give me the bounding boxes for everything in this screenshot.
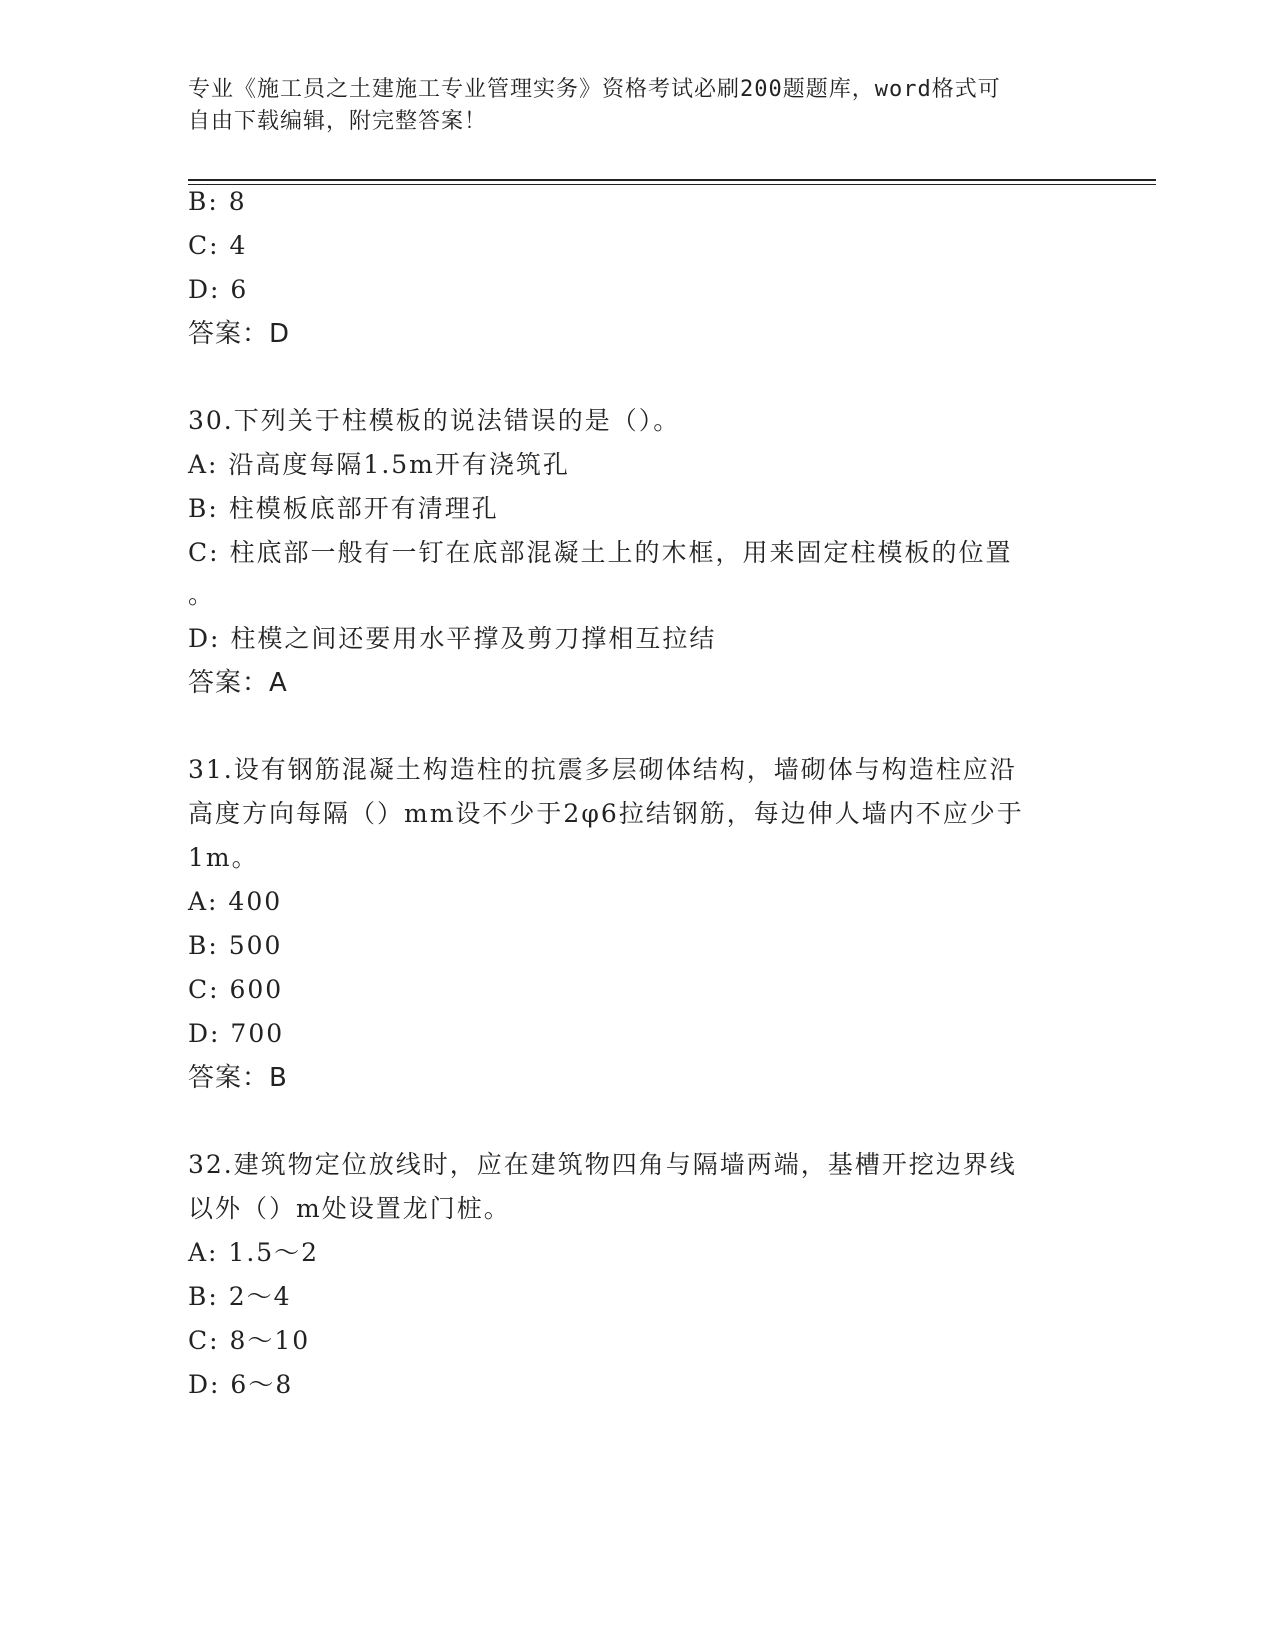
q30-stem: 30.下列关于柱模板的说法错误的是（）。: [188, 406, 681, 435]
header-title-line-2: 自由下载编辑，附完整答案！: [188, 109, 488, 134]
prev-option-d: D: 6: [188, 275, 249, 304]
q31-option-d: D: 700: [188, 1019, 285, 1048]
q31-stem-line-2: 高度方向每隔（）mm设不少于2φ6拉结钢筋，每边伸人墙内不应少于: [188, 799, 1024, 828]
q32-option-d: D: 6～8: [188, 1370, 294, 1399]
q31-stem-line-3: 1m。: [188, 843, 259, 872]
q32-option-a: A: 1.5～2: [188, 1238, 320, 1267]
prev-option-c: C: 4: [188, 231, 248, 260]
prev-answer: 答案：D: [188, 319, 291, 349]
q30-option-c-wrap: 。: [188, 580, 216, 609]
q30-option-d: D: 柱模之间还要用水平撑及剪刀撑相互拉结: [188, 624, 717, 653]
q32-stem-line-2: 以外（）m处设置龙门桩。: [188, 1194, 511, 1223]
q31-option-c: C: 600: [188, 975, 284, 1004]
q32-option-b: B: 2～4: [188, 1282, 292, 1311]
q32-option-c: C: 8～10: [188, 1326, 311, 1355]
header-rule-thin: [188, 184, 1156, 185]
q31-answer: 答案：B: [188, 1063, 288, 1093]
q31-option-b: B: 500: [188, 931, 283, 960]
q30-option-b: B: 柱模板底部开有清理孔: [188, 494, 499, 523]
header-title-line-1: 专业《施工员之土建施工专业管理实务》资格考试必刷200题题库，word格式可: [188, 77, 1001, 102]
page-header: [188, 74, 1068, 138]
q31-stem-line-1: 31.设有钢筋混凝土构造柱的抗震多层砌体结构，墙砌体与构造柱应沿: [188, 755, 1017, 784]
header-rule-thick: [188, 179, 1156, 181]
q30-option-a: A: 沿高度每隔1.5m开有浇筑孔: [188, 450, 570, 479]
q30-option-c: C: 柱底部一般有一钉在底部混凝土上的木框，用来固定柱模板的位置: [188, 538, 1013, 567]
q30-answer: 答案：A: [188, 668, 288, 698]
q32-stem-line-1: 32.建筑物定位放线时，应在建筑物四角与隔墙两端，基槽开挖边界线: [188, 1150, 1017, 1179]
q31-option-a: A: 400: [188, 887, 283, 916]
prev-option-b: B: 8: [188, 187, 247, 216]
